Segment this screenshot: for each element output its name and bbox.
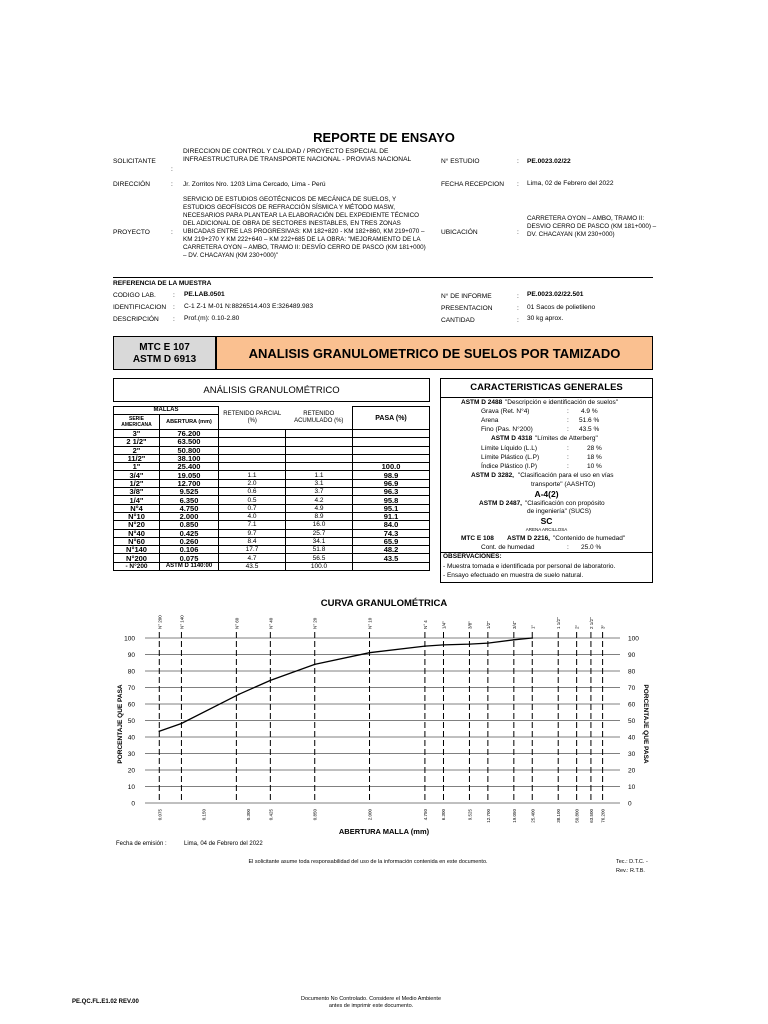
colon: :: [517, 305, 519, 312]
retained-cumulative: 4.9: [286, 504, 353, 512]
sieve-label: N° 20: [312, 617, 318, 629]
tec-initials: Tec.: D.T.C. -: [616, 859, 648, 865]
document-code: PE.QC.FL.E1.02 REV.00: [72, 999, 139, 1005]
sieve-row-fines: [114, 562, 430, 570]
y-tick-label-left: 20: [127, 767, 135, 775]
y-tick-label-right: 80: [628, 668, 636, 676]
sieve-name: 1/2": [114, 479, 160, 487]
aashto-class: A-4(2): [534, 489, 559, 499]
colon: :: [173, 304, 175, 311]
retained-cumulative: 4.2: [286, 496, 353, 504]
descripcion-value: Prof.(m): 0.10-2.80: [184, 315, 240, 322]
direccion-label: DIRECCIÓN: [113, 181, 150, 188]
ubicacion-value: CARRETERA OYON – AMBO, TRAMO II: DESVIO CERRO DE PASCO (KM 181+000) – DV. CHACAYAN (KM 230+000): [527, 215, 657, 238]
passing: [353, 446, 430, 454]
fecha-recepcion-value: Lima, 02 de Febrero del 2022: [527, 180, 614, 187]
retained-cumulative: [286, 463, 353, 471]
sieve-name: 3/8": [114, 488, 160, 496]
astm-3282: ASTM D 3282,: [471, 472, 514, 479]
codigo-lab-value: PE.LAB.0501: [184, 291, 225, 298]
ll-label: Límite Líquido (L.L): [481, 445, 538, 452]
sieve-label: 3/4": [511, 621, 517, 629]
sieve-opening: 9.525: [160, 488, 219, 496]
y-axis-label-right: PORCENTAJE QUE PASA: [642, 684, 649, 764]
x-tick-label: 9.525: [467, 809, 473, 821]
astm-2487: ASTM D 2487,: [479, 500, 522, 507]
estudio-label: N° ESTUDIO: [441, 158, 480, 165]
retained-partial: 9.7: [219, 529, 286, 537]
astm-2216: ASTM D 2216,: [507, 535, 550, 542]
colon: :: [171, 229, 173, 236]
retained-cumulative: [286, 438, 353, 446]
descripcion-label: DESCRIPCIÓN: [113, 316, 159, 323]
passing: 48.2: [353, 546, 430, 554]
sieve-row: [114, 504, 430, 512]
retained-cumulative: [286, 454, 353, 462]
gradation-chart: [100, 608, 660, 843]
sieve-name: 2": [114, 446, 160, 454]
colon: :: [173, 316, 175, 323]
sieve-name: 3": [114, 430, 160, 438]
header-abertura: ABERTURA (mm): [160, 415, 219, 430]
passing: 74.3: [353, 529, 430, 537]
passing: 98.9: [353, 471, 430, 479]
astm-2488-desc: "Descripción e identificación de suelos": [505, 399, 619, 406]
informe-label: N° DE INFORME: [441, 293, 492, 300]
sieve-name: 11/2": [114, 454, 160, 462]
sieve-label: N° 40: [268, 617, 274, 629]
lp-label: Límite Plástico (L.P): [481, 454, 540, 461]
sieve-name: N°4: [114, 504, 160, 512]
report-title: REPORTE DE ENSAYO: [313, 130, 455, 145]
retained-partial: 17.7: [219, 546, 286, 554]
sieve-opening: 76.200: [160, 430, 219, 438]
not-controlled-note-1: Documento No Controlado. Considere el Medio Ambiente: [300, 996, 442, 1002]
x-axis-label: ABERTURA MALLA (mm): [338, 827, 430, 836]
x-tick-label: 76.200: [600, 809, 606, 823]
sieve-label: 3": [600, 624, 606, 629]
passing: 65.9: [353, 537, 430, 545]
retained-partial: 0.7: [219, 504, 286, 512]
sieve-row: [114, 471, 430, 479]
passing: 96.9: [353, 479, 430, 487]
sieve-label: 2": [574, 624, 580, 629]
arena-label: Arena: [481, 417, 499, 424]
x-tick-label: 0.150: [201, 809, 207, 821]
proyecto-value: SERVICIO DE ESTUDIOS GEOTÉCNICOS DE MECÁNICA DE SUELOS, Y ESTUDIOS GEOFÍSICOS DE REFRACCIÓN SÍSMICA Y MÉTODO MASW, NECESARIOS PARA PLANTEAR LA ELABORACIÓN DEL EXPEDIENTE TÉCNICO DEL ADICIONAL DE OBRA DE SECTORES INESTABLES, EN TRES ZONAS UBICADAS ENTRE LAS PROGRESIVAS: KM 182+820 - KM 182+860, KM 219+070 – KM 219+270 Y KM 222+640 – KM 222+685 DE LA OBRA: "MEJORAMIENTO DE LA CARRETERA OYON – AMBO, TRAMO II: DESVÍO CERRO DE PASCO (KM 181+000) – DV. CHACAYAN (KM 230+000)": [183, 196, 426, 259]
header-serie: SERIE AMERICANA: [114, 415, 160, 430]
sieve-row: [114, 496, 430, 504]
retained-partial: 4.7: [219, 554, 286, 562]
retained-cumulative: 8.9: [286, 512, 353, 520]
x-tick-label: 6.300: [440, 809, 446, 821]
disclaimer: El solicitante asume toda responsabilidad del uso de la información contenida en este documento.: [248, 859, 488, 865]
retained-cumulative: [286, 446, 353, 454]
colon: :: [171, 166, 173, 173]
solicitante-label: SOLICITANTE: [113, 158, 156, 165]
passing: 95.8: [353, 496, 430, 504]
cantidad-value: 30 kg aprox.: [527, 315, 564, 322]
retained-partial: 7.1: [219, 521, 286, 529]
ip-label: Índice Plástico (I.P): [481, 463, 537, 470]
retained-cumulative: 34.1: [286, 537, 353, 545]
retained-cumulative: 56.5: [286, 554, 353, 562]
retained-partial: 0.6: [219, 488, 286, 496]
method-standard-box: [113, 336, 216, 370]
ll-value: 28 %: [587, 445, 602, 452]
sieve-opening: 12.700: [160, 479, 219, 487]
y-tick-label-left: 40: [127, 734, 135, 742]
sieve-row: [114, 463, 430, 471]
y-tick-label-left: 10: [127, 784, 135, 791]
sieve-opening: 2.000: [160, 512, 219, 520]
x-tick-label: 0.075: [157, 809, 163, 821]
observation-2: - Ensayo efectuado en muestra de suelo natural.: [443, 572, 584, 579]
y-tick-label-left: 0: [131, 800, 135, 808]
retained-cumulative: [286, 430, 353, 438]
colon: :: [517, 181, 519, 188]
retained-cumulative: 16.0: [286, 521, 353, 529]
presentacion-label: PRESENTACION: [441, 305, 493, 312]
sieve-row: [114, 438, 430, 446]
colon: :: [517, 293, 519, 300]
arena-value: 51.6 %: [579, 417, 600, 424]
informe-value: PE.0023.02/22.501: [527, 291, 584, 298]
header-retenido-acumulado: RETENIDO ACUMULADO (%): [294, 410, 344, 424]
sieve-row: [114, 521, 430, 529]
emision-value: Lima, 04 de Febrero del 2022: [184, 841, 263, 847]
sieve-name: 2 1/2": [114, 438, 160, 446]
sieve-name: N°10: [114, 512, 160, 520]
colon: :: [517, 158, 519, 165]
method-line2: ASTM D 6913: [132, 354, 197, 365]
passing: 100.0: [353, 463, 430, 471]
retained-partial: 0.5: [219, 496, 286, 504]
retained-partial: 4.0: [219, 512, 286, 520]
y-axis-label-left: PORCENTAJE QUE PASA: [117, 684, 124, 764]
x-tick-label: 38.100: [556, 809, 562, 823]
estudio-value: PE.0023.02/22: [527, 158, 571, 165]
fecha-recepcion-label: FECHA RECEPCION: [441, 181, 505, 188]
not-controlled-note-2: antes de imprimir este documento.: [328, 1003, 414, 1009]
sieve-label: N° 10: [367, 617, 373, 629]
y-tick-label-left: 50: [127, 718, 135, 725]
sieve-row: [114, 446, 430, 454]
retained-partial: 8.4: [219, 537, 286, 545]
x-tick-label: 0.850: [312, 809, 318, 821]
sieve-opening: 0.106: [160, 546, 219, 554]
passing: [353, 438, 430, 446]
sieve-name: N°20: [114, 521, 160, 529]
x-tick-label: 4.750: [422, 809, 428, 821]
sieve-opening: 6.350: [160, 496, 219, 504]
rev-initials: Rev.: R.T.B.: [616, 868, 645, 874]
header-mallas: MALLAS: [114, 407, 219, 415]
cantidad-label: CANTIDAD: [441, 317, 475, 324]
x-tick-label: 50.800: [574, 809, 580, 823]
y-tick-label-left: 80: [127, 668, 135, 676]
sieve-opening: 0.425: [160, 529, 219, 537]
x-tick-label: 2.000: [367, 809, 373, 821]
passing: 84.0: [353, 521, 430, 529]
x-tick-label: 0.300: [246, 809, 252, 821]
sieve-label: N° 140: [179, 615, 185, 629]
sieve-name: N°60: [114, 537, 160, 545]
colon: :: [517, 317, 519, 324]
fino-label: Fino (Pas. N°200): [481, 426, 533, 433]
proyecto-label: PROYECTO: [113, 229, 150, 236]
sieve-label: N° 60: [234, 617, 240, 629]
sieve-row: [114, 537, 430, 545]
astm-4318-desc: "Límites de Atterberg": [535, 435, 598, 442]
y-tick-label-right: 90: [628, 652, 636, 659]
retained-partial: [219, 463, 286, 471]
retained-partial: 2.0: [219, 479, 286, 487]
sieve-label: 1/2": [485, 621, 491, 629]
sieve-row: [114, 529, 430, 537]
method-line1: MTC E 107: [139, 342, 190, 353]
y-tick-label-right: 70: [628, 685, 636, 692]
header-pasa: PASA (%): [353, 407, 430, 430]
passing: 96.3: [353, 488, 430, 496]
passing: 95.1: [353, 504, 430, 512]
y-tick-label-right: 50: [628, 718, 636, 725]
retained-partial: [219, 438, 286, 446]
astm-2487-desc2: de ingeniería" (SUCS): [527, 508, 592, 515]
y-tick-label-right: 10: [628, 784, 636, 791]
astm-2488: ASTM D 2488: [461, 399, 503, 406]
mtc-108: MTC E 108: [461, 535, 494, 542]
humedad-label: Cont. de humedad: [481, 544, 535, 551]
sieve-row: [114, 546, 430, 554]
colon: :: [173, 292, 175, 299]
astm-3282-desc2: transporte" (AASHTO): [531, 481, 596, 488]
sieve-label: 1": [530, 624, 536, 629]
grava-value: 4.9 %: [581, 408, 598, 415]
y-tick-label-right: 30: [628, 751, 636, 758]
method-title: ANALISIS GRANULOMETRICO DE SUELOS POR TAMIZADO: [216, 336, 653, 370]
y-tick-label-left: 100: [124, 635, 135, 643]
sieve-table: [113, 406, 430, 571]
retained-cumulative: 25.7: [286, 529, 353, 537]
characteristics-title: CARACTERISTICAS GENERALES: [441, 379, 652, 398]
fines-cumulative: 100.0: [286, 562, 353, 570]
sieve-row: [114, 479, 430, 487]
sieve-opening: 19.050: [160, 471, 219, 479]
sieve-label: 3/8": [467, 621, 473, 629]
sieve-name: N°40: [114, 529, 160, 537]
sieve-label: 1 1/2": [556, 617, 562, 629]
retained-partial: [219, 430, 286, 438]
astm-4318: ASTM D 4318: [491, 435, 533, 442]
retained-cumulative: 1.1: [286, 471, 353, 479]
x-tick-label: 63.500: [588, 809, 594, 823]
sieve-label: N° 4: [422, 620, 428, 629]
sieve-name: 1": [114, 463, 160, 471]
colon: :: [517, 229, 519, 236]
sieve-row: [114, 512, 430, 520]
sieve-label: N° 200: [157, 615, 163, 629]
observation-1: - Muestra tomada e identificada por personal de laboratorio.: [443, 563, 616, 570]
y-tick-label-right: 40: [628, 734, 636, 742]
sieve-opening: 50.800: [160, 446, 219, 454]
sieve-row: [114, 430, 430, 438]
sieve-row: [114, 554, 430, 562]
x-tick-label: 25.400: [530, 809, 536, 823]
x-tick-label: 12.700: [485, 809, 491, 823]
sieve-opening: 0.260: [160, 537, 219, 545]
retained-cumulative: 3.1: [286, 479, 353, 487]
passing: 91.1: [353, 512, 430, 520]
y-tick-label-right: 20: [628, 767, 636, 775]
sieve-name: 3/4": [114, 471, 160, 479]
sieve-opening: 38.100: [160, 454, 219, 462]
emision-label: Fecha de emisión :: [116, 841, 167, 847]
sieve-opening: 0.850: [160, 521, 219, 529]
solicitante-value: DIRECCION DE CONTROL Y CALIDAD / PROYECTO ESPECIAL DE INFRAESTRUCTURA DE TRANSPORTE NACIONAL - PROVIAS NACIONAL: [183, 148, 412, 163]
sieve-table-title: ANÁLISIS GRANULOMÉTRICO: [113, 378, 430, 402]
ip-value: 10 %: [587, 463, 602, 470]
astm-2487-desc1: "Clasificación con propósito: [525, 500, 605, 507]
y-tick-label-left: 30: [127, 751, 135, 758]
lp-value: 18 %: [587, 454, 602, 461]
humedad-value: 25.0 %: [581, 544, 602, 551]
identificacion-label: IDENTIFICACION: [113, 304, 167, 311]
sieve-name: 1/4": [114, 496, 160, 504]
retained-cumulative: 3.7: [286, 488, 353, 496]
divider: [113, 277, 653, 278]
retained-cumulative: 51.8: [286, 546, 353, 554]
grava-label: Grava (Ret. N°4): [481, 408, 530, 415]
fino-value: 43.5 %: [579, 426, 600, 433]
sieve-opening: 4.750: [160, 504, 219, 512]
characteristics-panel: CARACTERISTICAS GENERALES ASTM D 2488 "Descripción e identificación de suelos" Grava (Ret. N°4) : 4.9 % Arena : 51.6 % Fino (Pas. N°200) : 43.5 % ASTM D 4318 "Límites de Atterberg" Límite Líquido (L.L) : 28 % Límite Plástico (L.P) : 18 % Índice Plástico (I.P) : 10 % ASTM D 3282, "Clasificación para el uso en vías transporte" (AASHTO) A-4(2) ASTM D 2487, "Clasificación con propósito de ingeniería" (SUCS) SC ARENA ARCILLOSA MTC E 108 ASTM D 2216, "Contenido de humedad" Cont. de humedad : 25.0 % OBSERVACIONES: - Muestra tomada e identificada por personal de laboratorio. - Ensayo efectuado en muestra de suelo natural.: [440, 378, 653, 583]
gradation-curve: [159, 638, 532, 731]
colon: :: [171, 181, 173, 188]
x-tick-label: 19.050: [511, 809, 517, 823]
y-tick-label-right: 100: [628, 635, 639, 643]
codigo-lab-label: CODIGO LAB.: [113, 292, 156, 299]
observaciones-title: OBSERVACIONES:: [443, 553, 502, 560]
x-tick-label: 0.425: [268, 809, 274, 821]
sieve-label: 1/4": [441, 621, 447, 629]
sieve-name: N°200: [114, 554, 160, 562]
retained-partial: [219, 454, 286, 462]
sieve-opening: 63.500: [160, 438, 219, 446]
y-tick-label-left: 70: [127, 685, 135, 692]
sieve-name: N°140: [114, 546, 160, 554]
y-tick-label-left: 60: [127, 701, 135, 709]
chart-title: CURVA GRANULOMÉTRICA: [320, 598, 448, 609]
header-retenido-parcial: RETENIDO PARCIAL (%): [223, 410, 282, 424]
retained-partial: [219, 446, 286, 454]
passing: 43.5: [353, 554, 430, 562]
astm-3282-desc1: "Clasificación para el uso en vías: [518, 472, 614, 479]
retained-partial: 1.1: [219, 471, 286, 479]
sucs-class: SC: [540, 516, 553, 526]
identificacion-value: C-1 Z-1 M-01 N:8826514.403 E:326489.983: [184, 303, 314, 310]
sieve-label: 2 1/2": [588, 617, 594, 629]
y-tick-label-left: 90: [127, 652, 135, 659]
astm-2216-desc: "Contenido de humedad": [553, 535, 626, 542]
fines-name: - N°200: [114, 562, 160, 570]
sieve-opening: 25.400: [160, 463, 219, 471]
y-tick-label-right: 60: [628, 701, 636, 709]
presentacion-value: 01 Sacos de polietileno: [527, 304, 596, 311]
muestra-section-title: REFERENCIA DE LA MUESTRA: [113, 280, 212, 287]
y-tick-label-right: 0: [628, 800, 632, 808]
ubicacion-label: UBICACIÓN: [441, 229, 478, 236]
sucs-desc: ARENA ARCILLOSA: [525, 527, 568, 532]
sieve-row: [114, 488, 430, 496]
sieve-opening: 0.075: [160, 554, 219, 562]
fines-standard: ASTM D 1140:00: [160, 562, 219, 570]
fines-partial: 43.5: [219, 562, 286, 570]
passing: [353, 430, 430, 438]
fines-passing: [353, 562, 430, 570]
direccion-value: Jr. Zorritos Nro. 1203 Lima Cercado, Lima - Perú: [183, 181, 326, 188]
